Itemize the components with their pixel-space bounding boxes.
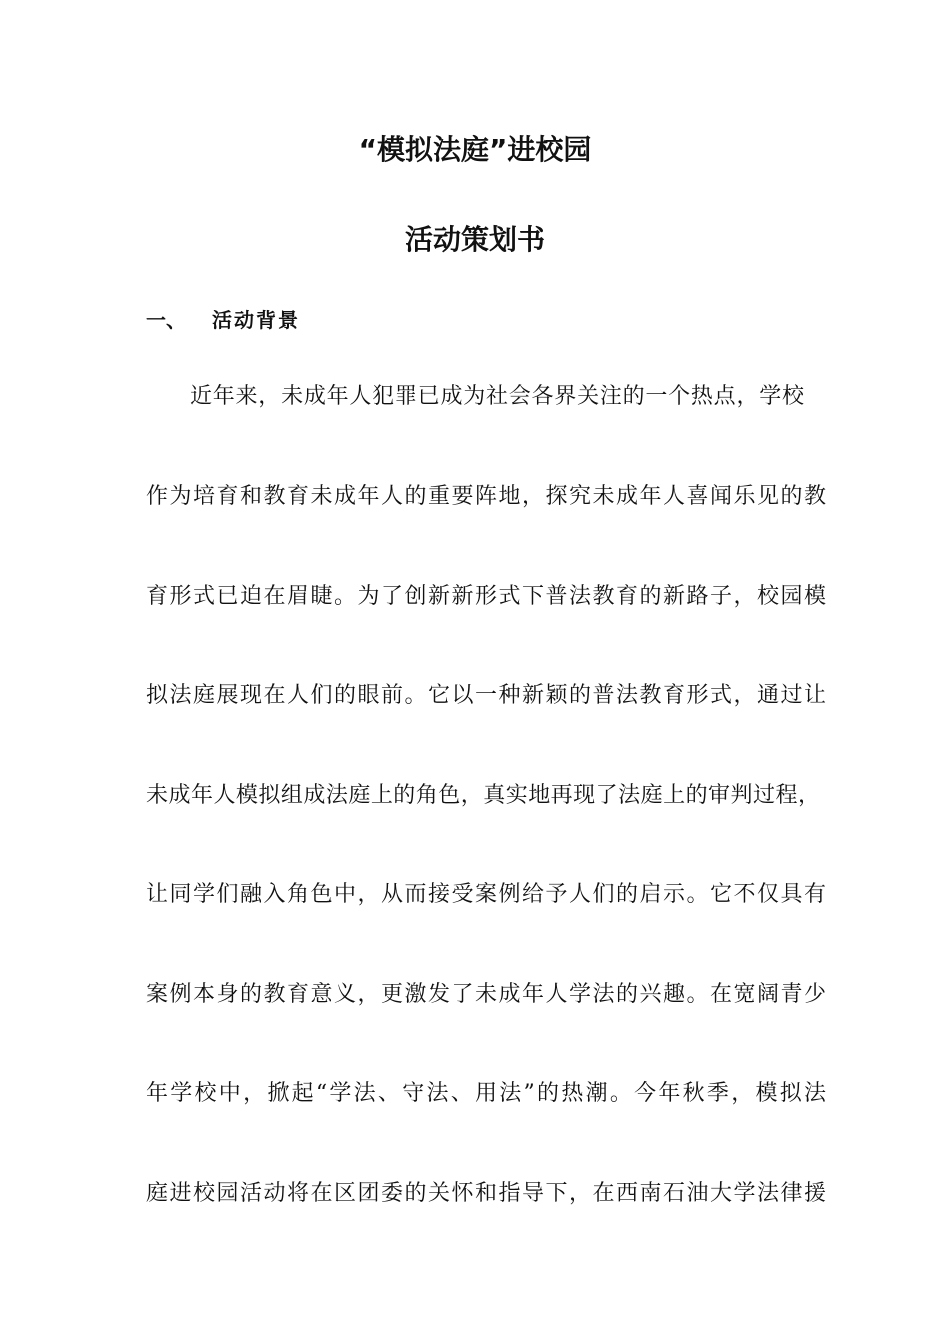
paragraph-line: 案例本身的教育意义，更激发了未成年人学法的兴趣。在宽阔青少: [146, 982, 826, 1007]
section-number: 一、: [146, 308, 186, 332]
paragraph-line: 未成年人模拟组成法庭上的角色，真实地再现了法庭上的审判过程，: [146, 783, 820, 808]
document-title: “模拟法庭”进校园: [358, 133, 592, 166]
paragraph-line: 育形式已迫在眉睫。为了创新新形式下普法教育的新路子，校园模: [146, 584, 826, 609]
paragraph-line: 让同学们融入角色中，从而接受案例给予人们的启示。它不仅具有: [146, 882, 826, 907]
paragraph-line: 拟法庭展现在人们的眼前。它以一种新颖的普法教育形式，通过让: [146, 683, 826, 708]
paragraph-line: 近年来，未成年人犯罪已成为社会各界关注的一个热点，学校: [190, 384, 804, 409]
paragraph-line: 年学校中，掀起“学法、守法、用法”的热潮。今年秋季，模拟法: [146, 1081, 826, 1106]
document-subtitle: 活动策划书: [404, 223, 545, 256]
section-heading-background: [146, 304, 826, 336]
paragraph-line: 作为培育和教育未成年人的重要阵地，探究未成年人喜闻乐见的教: [146, 484, 826, 509]
section-title: 活动背景: [212, 308, 300, 332]
paragraph-line: 庭进校园活动将在区团委的关怀和指导下，在西南石油大学法律援: [146, 1181, 826, 1206]
